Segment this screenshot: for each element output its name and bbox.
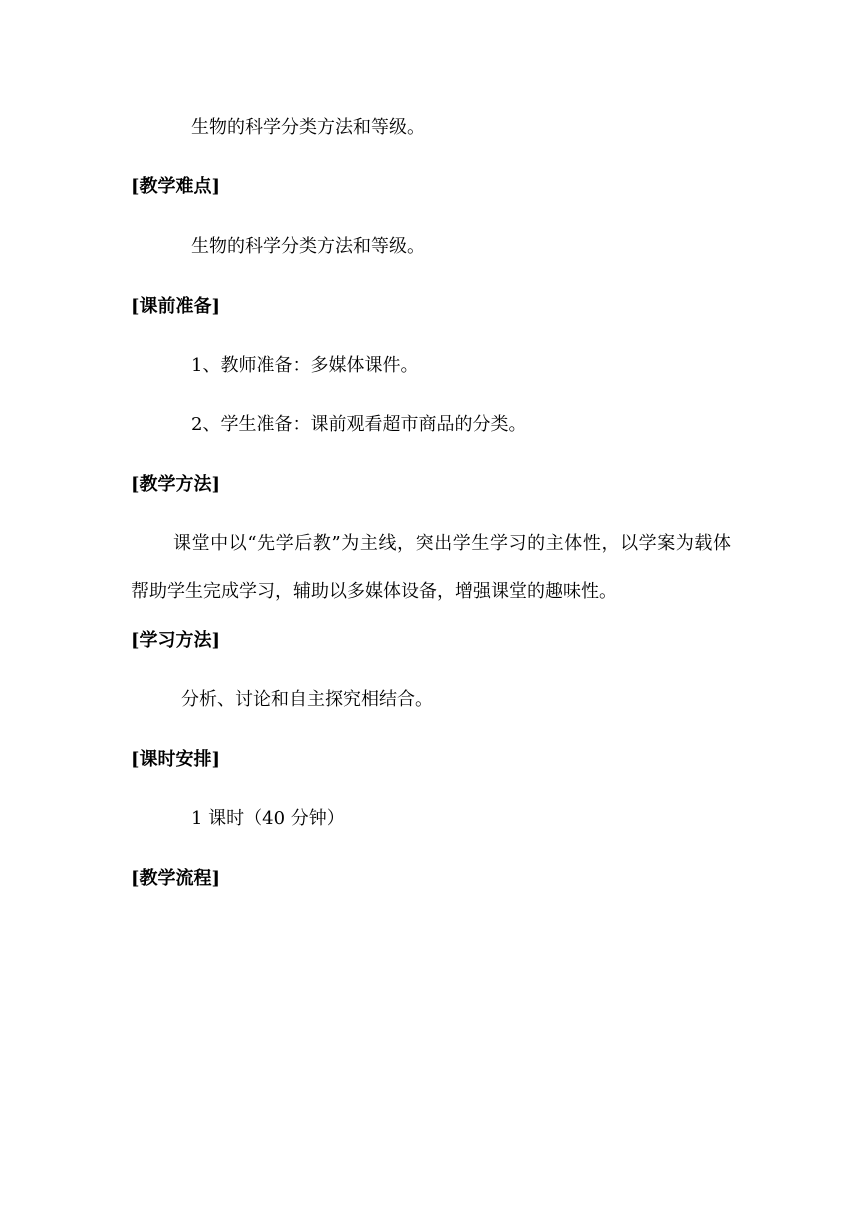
teaching-method-paragraph: 课堂中以“先学后教”为主线，突出学生学习的主体性，以学案为载体帮助学生完成学习，辅助以多媒体设备，增强课堂的趣味性。 [131,533,731,602]
teaching-method-heading: [教学方法] [131,474,221,495]
teaching-process-heading: [教学流程] [131,868,221,889]
learning-method-text: 分析、讨论和自主探究相结合。 [181,689,433,710]
class-schedule-text: 1 课时（40 分钟） [191,808,345,829]
preparation-item-student: 2、学生准备：课前观看超市商品的分类。 [191,414,527,435]
class-schedule-heading: [课时安排] [131,749,221,770]
teaching-difficulty-text: 生物的科学分类方法和等级。 [191,236,425,257]
teaching-difficulty-heading: [教学难点] [131,176,221,197]
teaching-focus-text: 生物的科学分类方法和等级。 [191,117,425,138]
class-preparation-heading: [课前准备] [131,296,221,317]
learning-method-heading: [学习方法] [131,630,221,651]
preparation-item-teacher: 1、教师准备：多媒体课件。 [191,355,419,376]
